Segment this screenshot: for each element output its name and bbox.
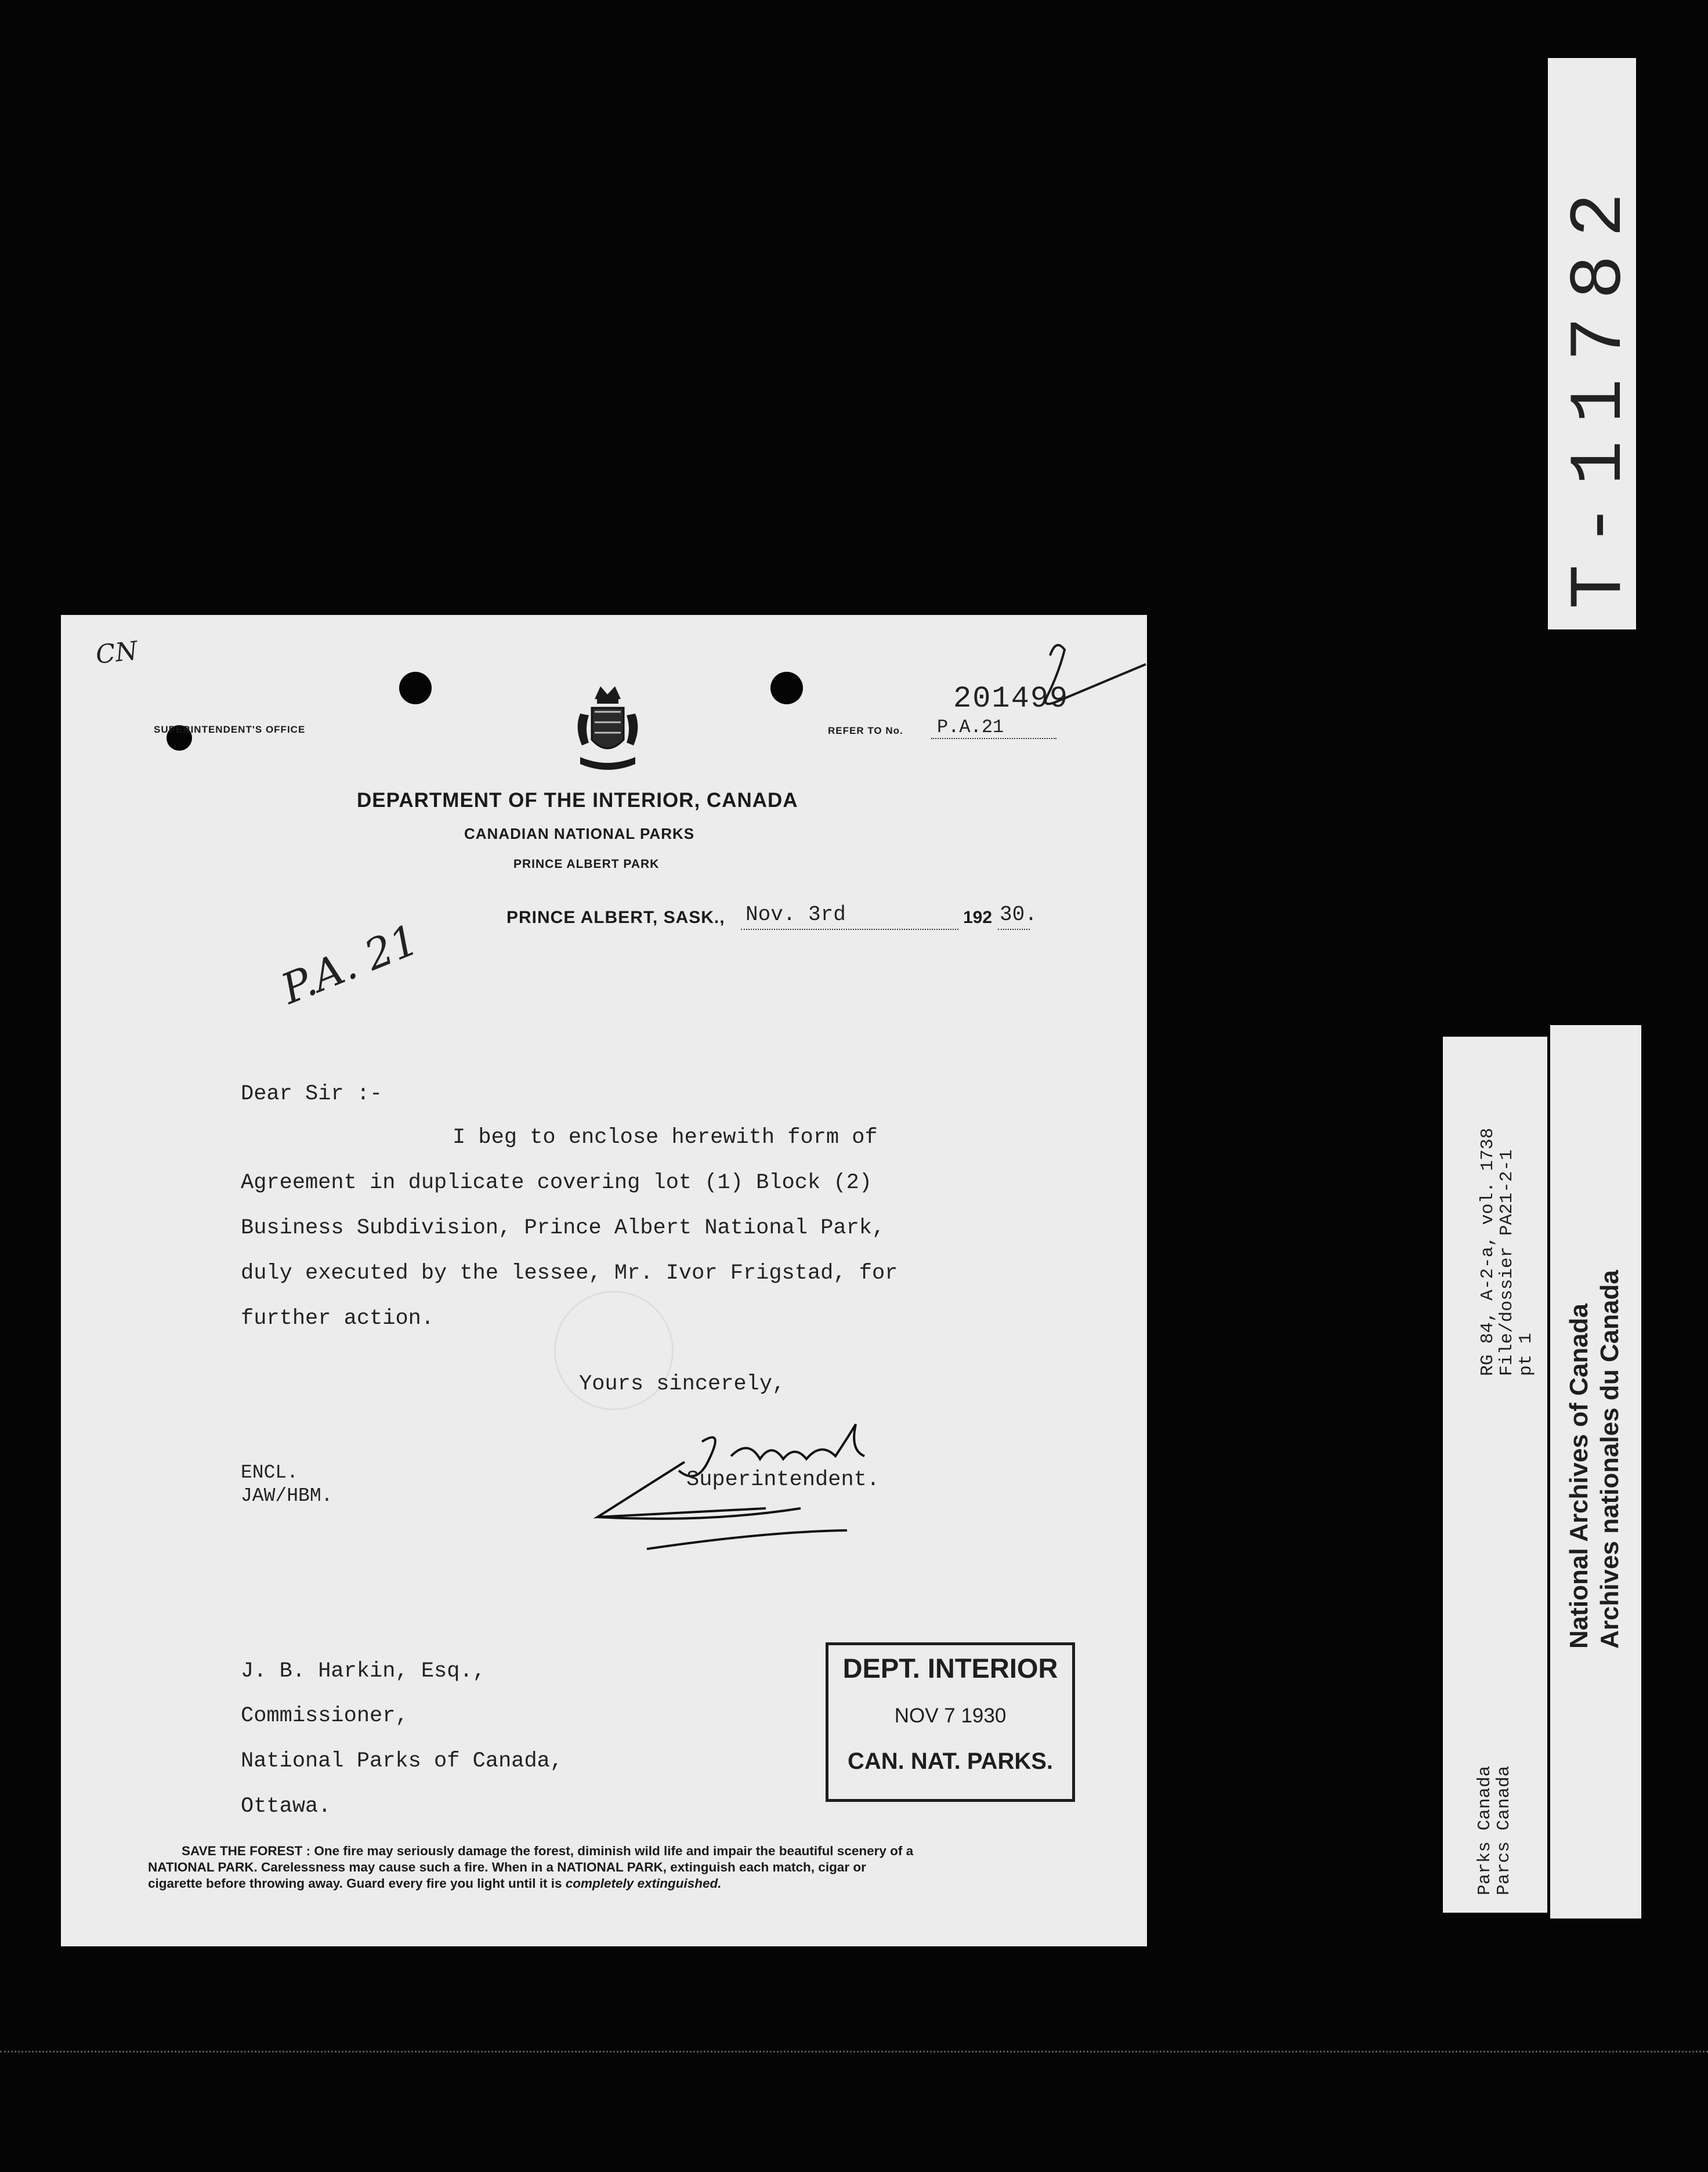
office-label: SUPERINTENDENT'S OFFICE <box>154 724 306 735</box>
file-number: 201499 <box>953 682 1069 716</box>
body-line-3: Business Subdivision, Prince Albert National Park, <box>241 1216 885 1240</box>
year-suffix: 30. <box>1000 903 1037 926</box>
received-stamp <box>826 1642 1075 1802</box>
park-heading: PRINCE ALBERT PARK <box>513 857 660 871</box>
department-heading: DEPARTMENT OF THE INTERIOR, CANADA <box>357 789 798 812</box>
archive-reference-line-1: RG 84, A-2-a, vol. 1738 <box>1478 1128 1498 1376</box>
institution-french: Archives nationales du Canada <box>1595 1270 1624 1649</box>
scan-edge-line <box>0 2051 1708 2052</box>
creator-french: Parcs Canada <box>1494 1765 1514 1895</box>
institution-english: National Archives of Canada <box>1565 1304 1593 1649</box>
handwritten-check-mark <box>1001 638 1152 725</box>
footer-warning-line-2: NATIONAL PARK. Carelessness may cause such a fire. When in a NATIONAL PARK, extinguish each match, cigar or <box>148 1860 866 1874</box>
letter-sheet <box>61 615 1147 1946</box>
recipient-line-3: National Parks of Canada, <box>241 1749 563 1773</box>
creator-english: Parks Canada <box>1475 1765 1495 1895</box>
handwritten-file-annotation: P.A. 21 <box>274 914 425 1014</box>
stamp-branch: CAN. NAT. PARKS. <box>847 1749 1054 1774</box>
stamp-department: DEPT. INTERIOR <box>842 1653 1058 1684</box>
punch-hole-right <box>770 672 803 704</box>
body-line-4: duly executed by the lessee, Mr. Ivor Frigstad, for <box>241 1261 898 1286</box>
date-underline <box>741 929 958 930</box>
enclosure-note: ENCL. <box>241 1462 299 1483</box>
stamp-date: NOV 7 1930 <box>894 1704 1007 1727</box>
recipient-line-2: Commissioner, <box>241 1704 408 1728</box>
place-label: PRINCE ALBERT, SASK., <box>506 908 725 927</box>
punch-hole-left <box>399 672 432 704</box>
typist-initials: JAW/HBM. <box>241 1485 333 1507</box>
footer-warning-line-3 <box>148 1876 722 1891</box>
refer-to-underline <box>931 738 1056 739</box>
reel-number-tab <box>1548 58 1642 629</box>
reel-number: T-11782 <box>1558 175 1642 609</box>
footer-warning-text-1: One fire may seriously damage the forest, diminish wild life and impair the beautiful scenery of a <box>314 1844 914 1858</box>
coat-of-arms-icon <box>571 682 644 783</box>
handwritten-corner-mark: CN <box>94 636 139 670</box>
salutation: Dear Sir :- <box>241 1082 383 1106</box>
year-underline <box>998 929 1030 930</box>
footer-warning-lead: SAVE THE FOREST : <box>182 1844 314 1858</box>
letter-date: Nov. 3rd <box>746 903 846 926</box>
archive-reference-line-3: pt 1 <box>1516 1333 1536 1376</box>
branch-heading: CANADIAN NATIONAL PARKS <box>464 825 695 842</box>
footer-warning-emphasis: completely extinguished. <box>565 1876 722 1891</box>
refer-to-value: P.A.21 <box>937 716 1004 738</box>
archive-reference-label <box>1443 1037 1547 1913</box>
recipient-line-4: Ottawa. <box>241 1794 331 1819</box>
body-line-1: I beg to enclose herewith form of <box>453 1125 878 1150</box>
footer-warning-line-1 <box>182 1844 913 1859</box>
closing: Yours sincerely, <box>579 1372 786 1396</box>
body-line-5: further action. <box>241 1306 435 1331</box>
footer-warning-text-3: cigarette before throwing away. Guard every fire you light until it is <box>148 1876 566 1891</box>
archive-institution-label <box>1550 1025 1641 1918</box>
signer-title: Superintendent. <box>686 1468 880 1492</box>
archive-reference-line-2: File/dossier PA21-2-1 <box>1497 1149 1517 1376</box>
year-prefix: 192 <box>963 908 993 927</box>
refer-to-label: REFER TO No. <box>828 725 903 736</box>
body-line-2: Agreement in duplicate covering lot (1) Block (2) <box>241 1171 872 1195</box>
recipient-line-1: J. B. Harkin, Esq., <box>241 1659 486 1684</box>
